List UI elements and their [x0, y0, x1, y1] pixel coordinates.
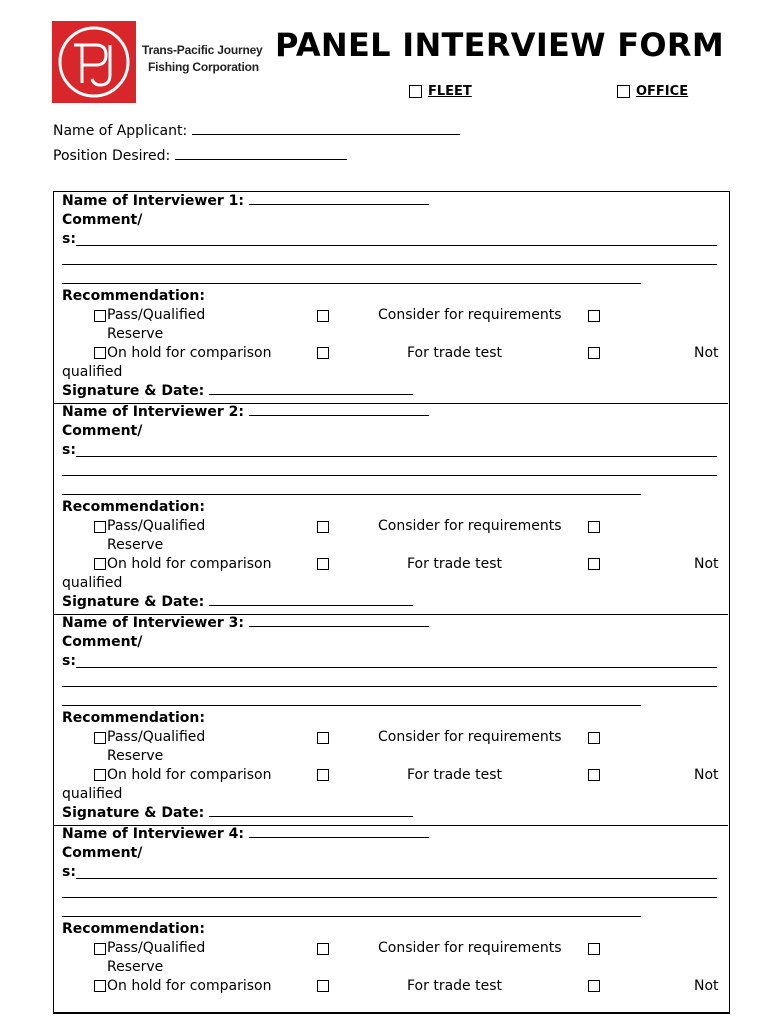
reserve-label: Reserve [107, 959, 164, 975]
interviewer-section-3 [54, 614, 728, 826]
interviewer-name-field[interactable] [62, 403, 429, 422]
signature-field[interactable] [62, 382, 413, 401]
consider-checkbox[interactable] [588, 521, 600, 533]
comment-line-3[interactable] [62, 916, 641, 917]
comment-s-label: s: [62, 864, 76, 880]
position-desired-field[interactable] [53, 147, 347, 164]
qualified-label: qualified [62, 786, 123, 802]
not-qualified-checkbox[interactable] [588, 980, 600, 992]
on-hold-checkbox[interactable] [94, 769, 106, 781]
reserve-checkbox[interactable] [317, 943, 329, 955]
company-name: Trans-Pacific Journey Fishing Corporation [142, 43, 263, 74]
trade-test-label: For trade test [407, 767, 502, 783]
signature-label: Signature & Date: [62, 383, 205, 399]
interviewer-name-line[interactable] [249, 825, 429, 838]
interviewer-name-label: Name of Interviewer 3: [62, 615, 244, 631]
reserve-checkbox[interactable] [317, 732, 329, 744]
comment-line-2[interactable] [62, 897, 717, 898]
pass-checkbox[interactable] [94, 310, 106, 322]
interviewer-name-line[interactable] [249, 403, 429, 416]
page-title: PANEL INTERVIEW FORM [275, 26, 724, 64]
signature-label: Signature & Date: [62, 805, 205, 821]
interviewer-section-4 [54, 825, 728, 1036]
comment-line-3[interactable] [62, 705, 641, 706]
pass-checkbox[interactable] [94, 521, 106, 533]
position-desired-line[interactable] [175, 147, 347, 160]
office-label: OFFICE [636, 84, 689, 99]
applicant-name-label: Name of Applicant: [53, 123, 188, 139]
comment-line-1[interactable] [76, 245, 717, 246]
comment-line-1[interactable] [76, 667, 717, 668]
reserve-checkbox[interactable] [317, 310, 329, 322]
comment-label: Comment/ [62, 845, 143, 861]
on-hold-checkbox[interactable] [94, 347, 106, 359]
interviewer-name-field[interactable] [62, 614, 429, 633]
interviewer-name-line[interactable] [249, 192, 429, 205]
pass-label: Pass/Qualified [107, 729, 206, 745]
reserve-label: Reserve [107, 748, 164, 764]
position-desired-label: Position Desired: [53, 148, 171, 164]
reserve-label: Reserve [107, 326, 164, 342]
recommendation-label: Recommendation: [62, 921, 205, 937]
comment-label: Comment/ [62, 634, 143, 650]
pass-label: Pass/Qualified [107, 307, 206, 323]
comment-line-3[interactable] [62, 494, 641, 495]
consider-checkbox[interactable] [588, 310, 600, 322]
trade-test-checkbox[interactable] [317, 769, 329, 781]
fleet-label: FLEET [428, 84, 472, 99]
consider-label: Consider for requirements [378, 940, 562, 956]
comment-line-2[interactable] [62, 264, 717, 265]
signature-line[interactable] [209, 804, 413, 817]
applicant-name-field[interactable] [53, 122, 460, 139]
company-logo [52, 21, 136, 103]
on-hold-label: On hold for comparison [107, 345, 272, 361]
on-hold-label: On hold for comparison [107, 767, 272, 783]
interviewer-name-label: Name of Interviewer 4: [62, 826, 244, 842]
comment-s-label: s: [62, 653, 76, 669]
consider-label: Consider for requirements [378, 307, 562, 323]
office-checkbox[interactable] [617, 85, 630, 98]
consider-label: Consider for requirements [378, 518, 562, 534]
qualified-label: qualified [62, 364, 123, 380]
not-label: Not [694, 978, 719, 994]
not-qualified-checkbox[interactable] [588, 769, 600, 781]
interviewer-name-field[interactable] [62, 192, 429, 211]
trade-test-label: For trade test [407, 345, 502, 361]
trade-test-checkbox[interactable] [317, 347, 329, 359]
consider-checkbox[interactable] [588, 732, 600, 744]
interviewer-name-field[interactable] [62, 825, 429, 844]
consider-label: Consider for requirements [378, 729, 562, 745]
not-label: Not [694, 556, 719, 572]
not-qualified-checkbox[interactable] [588, 558, 600, 570]
pass-label: Pass/Qualified [107, 940, 206, 956]
reserve-label: Reserve [107, 537, 164, 553]
recommendation-label: Recommendation: [62, 710, 205, 726]
interviewer-name-label: Name of Interviewer 1: [62, 193, 244, 209]
comment-label: Comment/ [62, 212, 143, 228]
trade-test-label: For trade test [407, 978, 502, 994]
signature-line[interactable] [209, 382, 413, 395]
on-hold-label: On hold for comparison [107, 978, 272, 994]
trade-test-label: For trade test [407, 556, 502, 572]
consider-checkbox[interactable] [588, 943, 600, 955]
on-hold-checkbox[interactable] [94, 980, 106, 992]
comment-line-1[interactable] [76, 878, 717, 879]
on-hold-label: On hold for comparison [107, 556, 272, 572]
comment-label: Comment/ [62, 423, 143, 439]
fleet-option[interactable] [409, 84, 472, 99]
comment-line-2[interactable] [62, 475, 717, 476]
pass-checkbox[interactable] [94, 943, 106, 955]
not-label: Not [694, 345, 719, 361]
signature-field[interactable] [62, 804, 413, 823]
signature-label: Signature & Date: [62, 594, 205, 610]
applicant-name-line[interactable] [192, 122, 460, 135]
trade-test-checkbox[interactable] [317, 558, 329, 570]
interviewer-section-1 [54, 192, 728, 404]
interviewer-section-2 [54, 403, 728, 615]
comment-line-3[interactable] [62, 283, 641, 284]
recommendation-label: Recommendation: [62, 499, 205, 515]
comment-s-label: s: [62, 442, 76, 458]
recommendation-label: Recommendation: [62, 288, 205, 304]
not-label: Not [694, 767, 719, 783]
trade-test-checkbox[interactable] [317, 980, 329, 992]
qualified-label: qualified [62, 575, 123, 591]
signature-field[interactable] [62, 593, 413, 612]
signature-line[interactable] [209, 593, 413, 606]
comment-s-label: s: [62, 231, 76, 247]
not-qualified-checkbox[interactable] [588, 347, 600, 359]
pass-checkbox[interactable] [94, 732, 106, 744]
pass-label: Pass/Qualified [107, 518, 206, 534]
interviewer-name-line[interactable] [249, 614, 429, 627]
office-option[interactable] [617, 84, 688, 99]
reserve-checkbox[interactable] [317, 521, 329, 533]
interviewer-name-label: Name of Interviewer 2: [62, 404, 244, 420]
fleet-checkbox[interactable] [409, 85, 422, 98]
comment-line-2[interactable] [62, 686, 717, 687]
on-hold-checkbox[interactable] [94, 558, 106, 570]
comment-line-1[interactable] [76, 456, 717, 457]
interview-form-table [53, 191, 730, 1014]
